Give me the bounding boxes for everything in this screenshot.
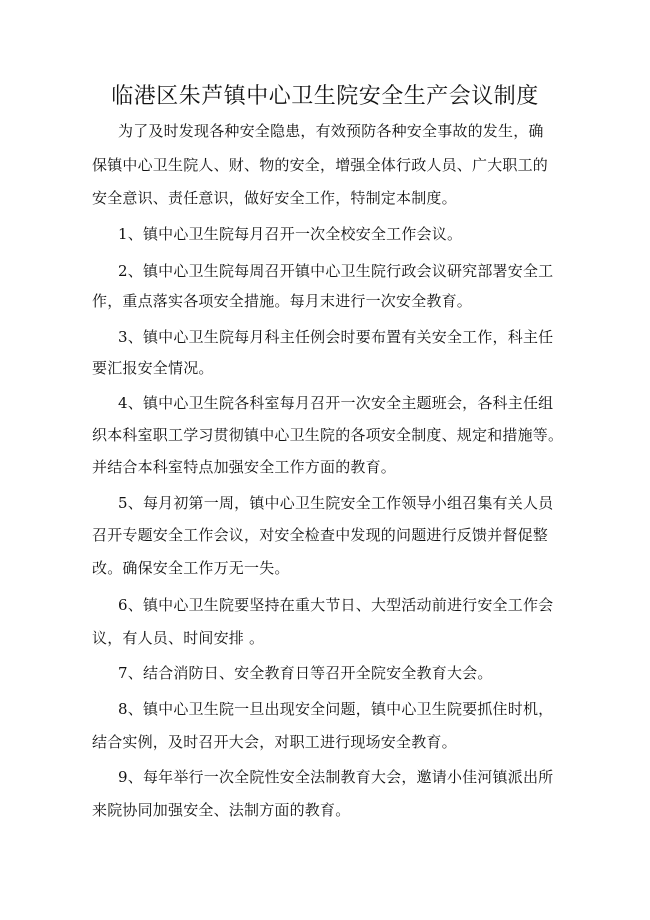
item-8-line	[0, 729, 650, 755]
item-4-line	[0, 422, 650, 448]
item-text: 5、每月初第一周，镇中心卫生院安全工作领导小组召集有关人员	[118, 494, 554, 512]
item-text: 来院协同加强安全、法制方面的教育。	[92, 801, 351, 819]
item-text: 改。确保安全工作万无一失。	[92, 559, 290, 577]
item-9-line	[0, 764, 650, 790]
item-text: 议，有人员、时间安排 。	[92, 629, 265, 647]
intro-line	[0, 152, 650, 178]
item-text: 9、每年举行一次全院性安全法制教育大会，邀请小佳河镇派出所	[118, 768, 554, 786]
item-text: 织本科室职工学习贯彻镇中心卫生院的各项安全制度、规定和措施等。	[92, 426, 564, 444]
intro-line	[0, 185, 650, 211]
item-text: 结合实例，及时召开大会，对职工进行现场安全教育。	[92, 733, 457, 751]
item-text: 作，重点落实各项安全措施。每月末进行一次安全教育。	[92, 292, 473, 310]
item-3-line	[0, 355, 650, 381]
item-9-line	[0, 797, 650, 823]
item-7-line	[0, 660, 650, 686]
item-3-line	[0, 324, 650, 350]
item-text: 4、镇中心卫生院各科室每月召开一次安全主题班会，各科主任组	[118, 394, 554, 412]
item-5-line	[0, 490, 650, 516]
item-6-line	[0, 625, 650, 651]
item-2-line	[0, 258, 650, 284]
item-8-line	[0, 696, 650, 722]
item-text: 要汇报安全情况。	[92, 359, 214, 377]
item-4-line	[0, 390, 650, 416]
intro-text: 保镇中心卫生院人、财、物的安全，增强全体行政人员、广大职工的	[92, 156, 549, 174]
item-text: 1、镇中心卫生院每月召开一次全校安全工作会议。	[118, 225, 463, 243]
item-5-line	[0, 522, 650, 548]
item-2-line	[0, 288, 650, 314]
item-text: 8、镇中心卫生院一旦出现安全问题，镇中心卫生院要抓住时机，	[118, 700, 554, 718]
intro-text: 为了及时发现各种安全隐患，有效预防各种安全事故的发生，确	[118, 122, 544, 140]
item-6-line	[0, 592, 650, 618]
item-4-line	[0, 454, 650, 480]
item-text: 7、结合消防日、安全教育日等召开全院安全教育大会。	[118, 664, 493, 682]
item-5-line	[0, 555, 650, 581]
item-text: 2、镇中心卫生院每周召开镇中心卫生院行政会议研究部署安全工	[118, 262, 554, 280]
item-1-line	[0, 221, 650, 247]
item-text: 6、镇中心卫生院要坚持在重大节日、大型活动前进行安全工作会	[118, 596, 554, 614]
item-text: 召开专题安全工作会议，对安全检查中发现的问题进行反馈并督促整	[92, 526, 549, 544]
item-text: 3、镇中心卫生院每月科主任例会时要布置有关安全工作，科主任	[118, 328, 554, 346]
item-text: 并结合本科室特点加强安全工作方面的教育。	[92, 458, 397, 476]
document-title: 临港区朱芦镇中心卫生院安全生产会议制度	[111, 84, 539, 109]
intro-line	[0, 118, 650, 144]
intro-text: 安全意识、责任意识，做好安全工作，特制定本制度。	[92, 189, 457, 207]
